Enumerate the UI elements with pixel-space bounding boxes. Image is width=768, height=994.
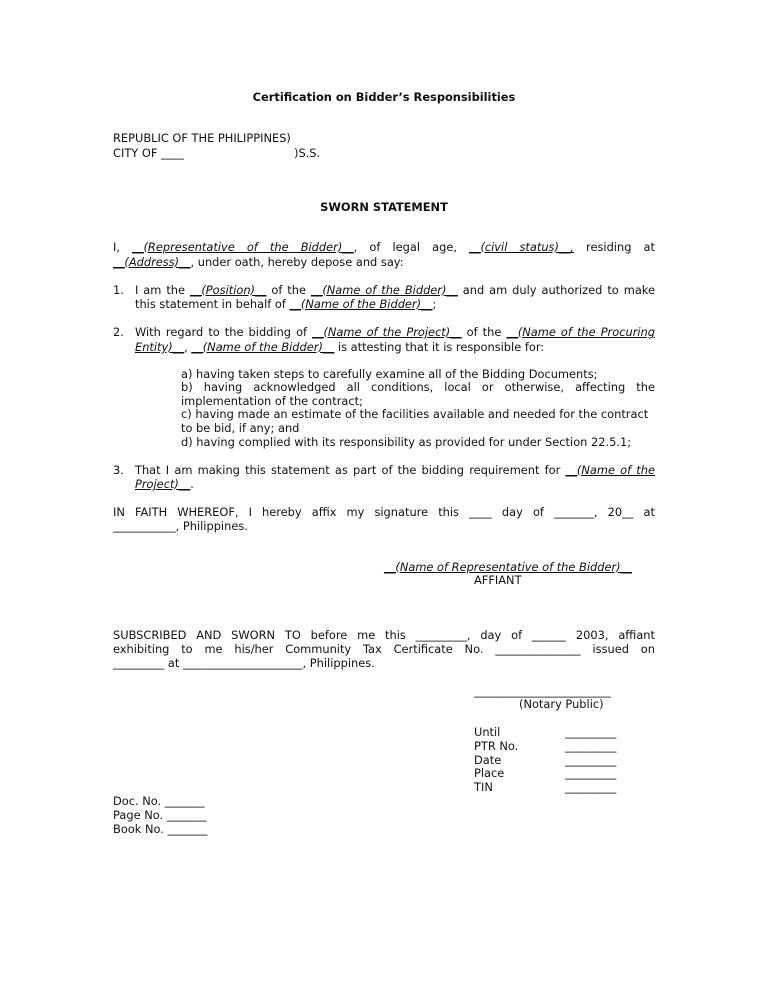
notary-field-label: PTR No. (474, 739, 519, 753)
placeholder-project-name-2: __(Name of the (565, 463, 655, 477)
book-number: Book No. _______ (113, 822, 208, 836)
item-2-text-c: , (184, 340, 192, 354)
placeholder-representative: __(Representative of the Bidder)__ (132, 240, 354, 254)
notary-field-label: Place (474, 766, 505, 780)
sub-item-c: c) having made an estimate of the facilities available and needed for the contract (181, 407, 649, 421)
sub-item-d: d) having complied with its responsibility as provided for under Section 22.5.1; (181, 435, 632, 449)
faith-line-1: IN FAITH WHEREOF, I hereby affix my signature this ____ day of _______, 20__ at (113, 505, 655, 519)
item-1-number: 1. (113, 283, 124, 297)
item-2-line-2 (135, 341, 655, 355)
placeholder-bidder-name: __(Name of the Bidder)__ (310, 283, 458, 297)
subscribed-line-1: SUBSCRIBED AND SWORN TO before me this _________, day of ______ 2003, affiant (113, 628, 655, 642)
sworn-heading: SWORN STATEMENT (320, 200, 448, 214)
sub-item-b: b) having acknowledged all conditions, local or otherwise, affecting the (181, 380, 655, 394)
notary-field-label: TIN (474, 780, 493, 794)
page-number: Page No. _______ (113, 808, 207, 822)
item-2-number: 2. (113, 325, 124, 339)
placeholder-project-name-2-cont: Project)__ (135, 477, 191, 491)
venue-city-text: CITY OF ____ (113, 146, 184, 160)
item-3-text-b: . (190, 477, 194, 491)
item-2-line-1 (135, 326, 655, 340)
placeholder-address: __(Address)__ (113, 255, 191, 269)
venue-ss: )S.S. (294, 146, 321, 160)
item-3-number: 3. (113, 463, 124, 477)
doc-number: Doc. No. _______ (113, 794, 205, 808)
venue-republic: REPUBLIC OF THE PHILIPPINES) (113, 131, 291, 145)
intro-text-a: I, (113, 240, 133, 254)
item-1-text-d: this statement in behalf of (135, 297, 290, 311)
item-3-line-1 (135, 464, 655, 478)
intro-text-d: , under oath, hereby depose and say: (190, 255, 404, 269)
placeholder-project-name: __(Name of the Project)__ (312, 325, 462, 339)
item-1-text-c: and am duly authorized to make (457, 283, 655, 297)
item-2-text-b: of the (461, 325, 507, 339)
notary-signature-line: ________________________ (474, 684, 611, 698)
faith-line-2: ___________, Philippines. (113, 519, 248, 533)
item-2-text-d: is attesting that it is responsible for: (334, 340, 545, 354)
item-1-line-2 (135, 298, 655, 312)
item-1-text-e: ; (432, 297, 437, 311)
placeholder-position: __(Position)__ (189, 283, 267, 297)
notary-field-blank: _________ (565, 780, 617, 794)
affiant-label: AFFIANT (474, 573, 522, 587)
sub-item-c-cont: to be bid, if any; and (181, 421, 300, 435)
sub-item-b-cont: implementation of the contract; (181, 394, 363, 408)
item-3-text-a: That I am making this statement as part of the bidding requirement for (135, 463, 566, 477)
item-3-line-2 (135, 478, 655, 492)
placeholder-bidder-name-2: __(Name of the Bidder)__ (289, 297, 433, 311)
intro-line-1 (113, 241, 655, 255)
affiant-name: __(Name of Representative of the Bidder)__ (384, 560, 632, 574)
notary-field-blank: _________ (565, 753, 617, 767)
placeholder-bidder-name-3: __(Name of the Bidder)__ (191, 340, 335, 354)
notary-label: (Notary Public) (519, 697, 604, 711)
document-title: Certification on Bidder’s Responsibilities (252, 90, 516, 104)
placeholder-procuring-entity-cont: Entity)__ (135, 340, 185, 354)
intro-text-c: residing at (573, 240, 655, 254)
intro-text-b: , of legal age, (353, 240, 470, 254)
item-2-text-a: With regard to the bidding of (135, 325, 313, 339)
subscribed-line-3: _________ at _____________________, Philippines. (113, 656, 375, 670)
subscribed-line-2: exhibiting to me his/her Community Tax Certificate No. _______________ issued on (113, 642, 655, 656)
notary-field-blank: _________ (565, 766, 617, 780)
intro-line-2 (113, 256, 655, 270)
placeholder-procuring-entity: __(Name of the Procuring (506, 325, 655, 339)
notary-field-blank: _________ (565, 725, 617, 739)
notary-field-blank: _________ (565, 739, 617, 753)
venue-city (113, 147, 655, 161)
notary-field-label: Date (474, 753, 502, 767)
item-1-text-b: of the (266, 283, 311, 297)
item-1-text-a: I am the (135, 283, 190, 297)
notary-field-label: Until (474, 725, 501, 739)
item-1-line-1 (135, 284, 655, 298)
placeholder-civil-status: __(civil status)__, (469, 240, 574, 254)
sub-item-a: a) having taken steps to carefully examine all of the Bidding Documents; (181, 367, 598, 381)
